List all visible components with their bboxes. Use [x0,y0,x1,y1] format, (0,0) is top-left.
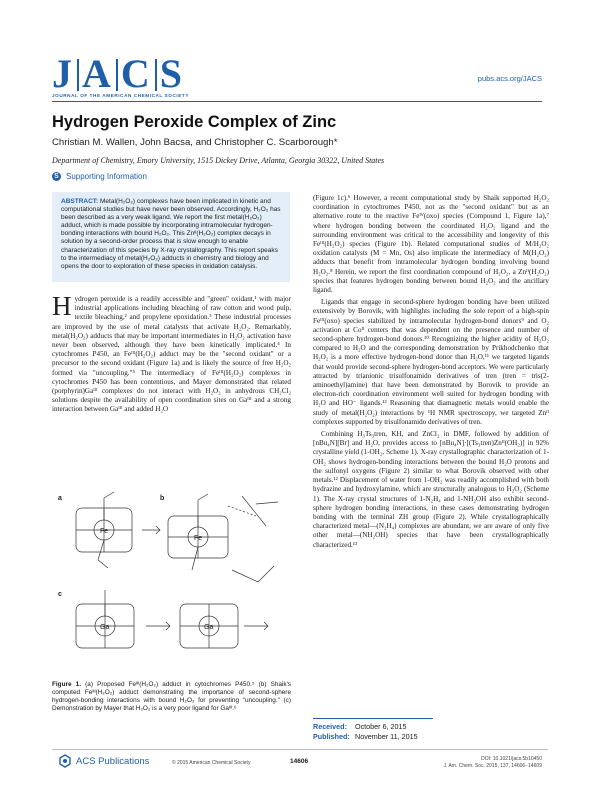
supporting-info-link[interactable] [52,172,147,181]
journal-url[interactable]: pubs.acs.org/JACS [477,74,542,83]
fe-label-a: Fe [100,528,109,535]
fe-label-b: Fe [194,535,203,542]
received-date: October 6, 2015 [355,722,407,731]
page-number: 14606 [290,758,309,765]
logo-letter-c: C [120,51,152,96]
journal-logo [52,50,184,97]
received-divider [313,718,433,719]
abstract-label: ABSTRACT: [61,198,99,205]
doi[interactable]: DOI: 10.1021/jacs.5b10450 [481,756,542,762]
header-divider [52,101,542,102]
right-column [313,194,549,734]
publication-dates [313,722,418,742]
right-paragraph-1: (Figure 1c).⁶ However, a recent computational study by Shaik supported H₂O₂ coordination in cytochromes P450, not as the "second oxidant" but as an alternative route to the reactive Feᴵⱽ(oxo) species (Compound 1, Figure 1a),⁷ where hydrogen bonding between the coordinated H₂O₂ ligand and the surrounding environment was critical to the accessibility and longevity of this Feᴵᴵᴵ(H₂O₂) species (Figure 1b). Related computational studies of M/H₂O₂ oxidation catalysts (M = Mn, Os) also implicate the intermediacy of M(H₂O₂) adducts that benefit from intramolecular hydrogen bonding involving bound H₂O₂.⁸ Herein, we report the first coordination compound of H₂O₂, a Znᴵᴵ(H₂O₂) species that features hydrogen bonding between bound H₂O₂ and the ancillary ligand. [313,194,549,295]
figure-1-chemical-structures [56,486,286,676]
intro-column [52,295,291,482]
right-paragraph-2: Ligands that engage in second-sphere hydrogen bonding have been utilized extensively by Borovik, with highlights including the sole report of a high-spin Feᴵᴵᴵ(oxo) species stabilized by intramolecular hydrogen-bond donors⁹ and O₂ activation at Coᴵᴵ centers that was dependent on the presence and number of second-sphere hydrogen-bond donors.¹⁰ Recognizing the higher acidity of H₂O₂ compared to H₂O and the corresponding demonstration by Prikhodchenko that H₂O₂ is a more effective hydrogen-bond donor than H₂O,¹¹ we targeted ligands that would provide second-sphere hydrogen-bond acceptors. We were particularly attracted by trianionic trisulfonamido derivatives of tren (tren = tris(2-aminoethyl)amine) that have been demonstrated by Borovik to provide an electron-rich coordination environment well suited for hydrogen bonding with H₂O and HO⁻ ligands.¹² Reasoning that diamagnetic metals would enable the study of metal(H₂O₂) interactions by ¹H NMR spectroscopy, we targeted Znᴵᴵ complexes supported by trisulfonamido derivatives of tren. [313,298,549,426]
intro-paragraph: ydrogen peroxide is a readily accessible and "green" oxidant,¹ with major industrial applications including bleaching of raw cotton and wood pulp, textile bleaching,² and propylene epoxidation.³ These industrial processes are improved by the use of metal catalysts that activate H₂O₂. Remarkably, metal(H₂O₂) adducts that may be important intermediates in H₂O₂ activation have never been observed, although they have been kinetically implicated.⁴ In cytochromes P450, an Feᴵᴵᴵ(H₂O₂) adduct may be the "second oxidant" or a precursor to the second oxidant (Figure 1a) and is likely the source of free H₂O₂ formed via "uncoupling."⁵ The intermediacy of Feᴵᴵᴵ(H₂O₂) complexes in cytochromes P450 has been contentious, and Mayer demonstrated that related (porphyrin)Gaᴵᴵᴵ complexes do not interact with H₂O₂ in anhydrous CH₂Cl₂ solutions despite the availability of open coordination sites on Gaᴵᴵᴵ and a strong interaction between Gaᴵᴵᴵ and added H₂O [52,295,291,414]
abstract-text: Metal(H₂O₂) complexes have been implicated in kinetic and computational studies but have never been observed. Accordingly, H₂O₂ has been described as a very weak ligand. We report the first metal(H₂O₂) adduct, which is made possible by incorporating intramolecular hydrogen-bonding interactions with bound H₂O₂. This Znᴵᴵ(H₂O₂) complex decays in solution by a second-order process that is slow enough to enable characterization of this species by X-ray crystallography. This report speaks to the intermediacy of metal(H₂O₂) adducts in chemistry and biology and opens the door to exploration of these species in oxidation catalysis. [61,198,281,270]
supporting-info-label: Supporting Information [66,172,147,181]
abstract-box [52,192,290,282]
author-list: Christian M. Wallen, John Bacsa, and Christopher C. Scarborough* [52,137,338,148]
panel-label-a: a [58,495,62,502]
intro-dropcap: H [52,295,72,321]
copyright: © 2015 American Chemical Society [172,760,251,766]
figure-1-caption [52,681,291,713]
figure-caption-label: Figure 1. [52,681,82,688]
received-label: Received: [313,722,347,731]
publisher-name: ACS Publications [76,755,150,767]
logo-letter-a: A [82,51,113,96]
affiliation: Department of Chemistry, Emory University, 1515 Dickey Drive, Atlanta, Georgia 30322, United States [52,156,385,165]
acs-publications-logo[interactable] [58,754,149,768]
supporting-info-icon: S [52,172,61,181]
published-date: November 11, 2015 [355,732,418,741]
citation: J. Am. Chem. Soc. 2015, 137, 14606−14609 [443,762,542,769]
logo-letter-j: J [52,51,74,96]
figure-caption-text: (a) Proposed Feᴵᴵᴵ(H₂O₂) adduct in cytochromes P450.⁵ (b) Shaik's computed Feᴵᴵᴵ(H₂O₂) adduct demonstrating the importance of second-sphere hydrogen-bonding interactions with bound H₂O₂ for preventing "uncoupling." (c) Demonstration by Mayer that H₂O₂ is a very poor ligand for Gaᴵᴵᴵ.⁶ [52,681,291,712]
ga-label-c1: Ga [100,624,110,631]
published-label: Published: [313,732,350,741]
right-paragraph-3: Combining H₃Ts₃tren, KH, and ZnCl₂ in DMF, followed by addition of [nBu₄N][Br] and H₂O, provides access to [nBu₄N]·[(Ts₃tren)Znᴵᴵ(OH₂)] in 92% crystalline yield (1-OH₂, Scheme 1). X-ray crystallographic characterization of 1-OH₂ shows hydrogen-bonding interactions between the bound H₂O protons and the sulfonyl oxygens (Figure 2) similar to what Borovik observed with other metals.¹² Displacement of water from 1-OH₂ was readily accomplished with both hydrazine and hydroxylamine, which are structurally analogous to H₂O₂ (Scheme 1). The X-ray crystal structures of 1-N₂H₄ and 1-NH₂OH also exhibit second-sphere hydrogen bonding interactions, in these cases demonstrating hydrogen bonding with the terminal ZH group (Figure 2). While crystallographically characterized metal—(N₂H₄) complexes are abundant, we are aware of only five other metal—(NH₂OH) species that have been crystallographically characterized.¹³ [313,430,549,549]
footer-divider [52,749,548,750]
article-title: Hydrogen Peroxide Complex of Zinc [52,113,337,131]
journal-name: JOURNAL OF THE AMERICAN CHEMICAL SOCIETY [52,93,189,98]
acs-hexagon-icon [58,754,72,768]
logo-letter-s: S [159,51,185,96]
doi-block [443,756,542,769]
panel-label-b: b [160,495,165,502]
ga-label-c2: Ga [204,624,214,631]
panel-label-c: c [58,591,62,598]
